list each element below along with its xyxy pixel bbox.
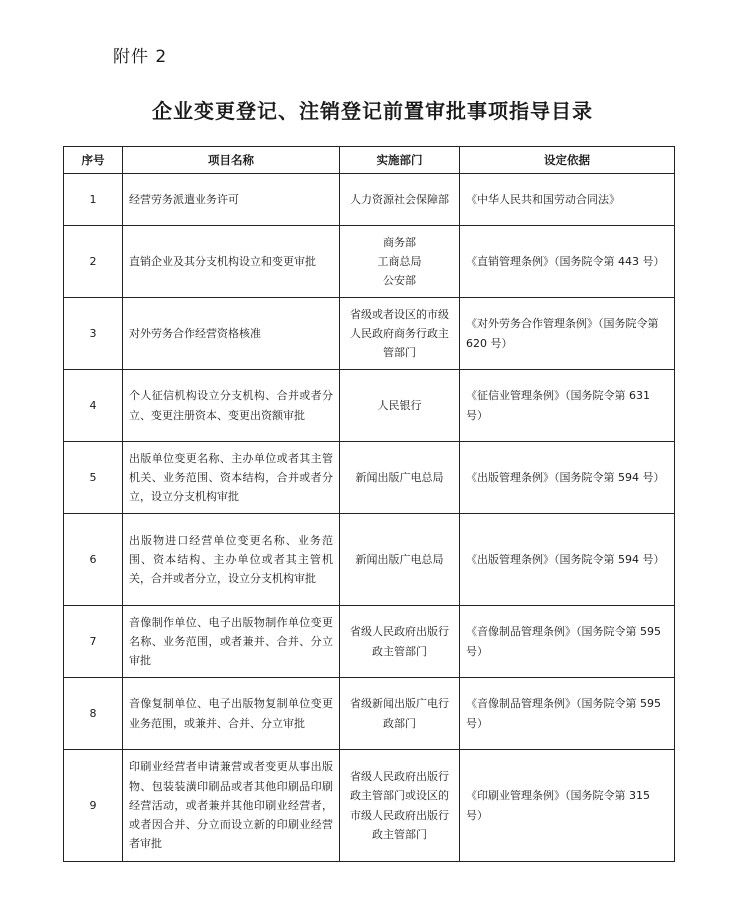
row-department: 省级人民政府出版行政主管部门或设区的市级人民政府出版行政主管部门 — [340, 750, 460, 862]
row-item-name: 对外劳务合作经营资格核准 — [123, 298, 340, 370]
table-row — [64, 442, 675, 514]
row-seq: 7 — [64, 606, 123, 678]
column-header-basis: 设定依据 — [460, 147, 675, 174]
row-department: 人力资源社会保障部 — [340, 174, 460, 226]
row-seq: 8 — [64, 678, 123, 750]
row-seq: 2 — [64, 226, 123, 298]
row-legal-basis: 《音像制品管理条例》（国务院令第 595 号） — [460, 678, 675, 750]
table-row — [64, 750, 675, 862]
row-item-name: 经营劳务派遣业务许可 — [123, 174, 340, 226]
row-seq: 1 — [64, 174, 123, 226]
row-department: 新闻出版广电总局 — [340, 442, 460, 514]
row-seq: 5 — [64, 442, 123, 514]
row-item-name: 印刷业经营者申请兼营或者变更从事出版物、包装装潢印刷品或者其他印刷品印刷经营活动，或者兼并其他印刷业经营者，或者因合并、分立而设立新的印刷业经营者审批 — [123, 750, 340, 862]
row-item-name: 音像复制单位、电子出版物复制单位变更业务范围，或兼并、合并、分立审批 — [123, 678, 340, 750]
approval-catalog-table — [63, 146, 675, 862]
row-legal-basis: 《中华人民共和国劳动合同法》 — [460, 174, 675, 226]
row-seq: 9 — [64, 750, 123, 862]
table-row — [64, 678, 675, 750]
row-department: 省级新闻出版广电行政部门 — [340, 678, 460, 750]
row-department: 商务部 工商总局 公安部 — [340, 226, 460, 298]
table-header-row — [64, 147, 675, 174]
row-legal-basis: 《征信业管理条例》（国务院令第 631 号） — [460, 370, 675, 442]
row-item-name: 音像制作单位、电子出版物制作单位变更名称、业务范围，或者兼并、合并、分立审批 — [123, 606, 340, 678]
row-seq: 3 — [64, 298, 123, 370]
row-legal-basis: 《直销管理条例》（国务院令第 443 号） — [460, 226, 675, 298]
table-row — [64, 226, 675, 298]
table-row — [64, 606, 675, 678]
row-item-name: 出版物进口经营单位变更名称、业务范围、资本结构、主办单位或者其主管机关，合并或者分立，设立分支机构审批 — [123, 514, 340, 606]
table-row — [64, 174, 675, 226]
row-department: 省级或者设区的市级人民政府商务行政主管部门 — [340, 298, 460, 370]
table-row — [64, 370, 675, 442]
row-item-name: 个人征信机构设立分支机构、合并或者分立、变更注册资本、变更出资额审批 — [123, 370, 340, 442]
table-row — [64, 514, 675, 606]
row-department: 人民银行 — [340, 370, 460, 442]
table-row — [64, 298, 675, 370]
row-department: 新闻出版广电总局 — [340, 514, 460, 606]
column-header-dept: 实施部门 — [340, 147, 460, 174]
row-seq: 6 — [64, 514, 123, 606]
row-legal-basis: 《对外劳务合作管理条例》（国务院令第 620 号） — [460, 298, 675, 370]
column-header-seq: 序号 — [64, 147, 123, 174]
column-header-name: 项目名称 — [123, 147, 340, 174]
document-title: 企业变更登记、注销登记前置审批事项指导目录 — [152, 99, 593, 123]
row-legal-basis: 《出版管理条例》（国务院令第 594 号） — [460, 514, 675, 606]
row-item-name: 直销企业及其分支机构设立和变更审批 — [123, 226, 340, 298]
row-item-name: 出版单位变更名称、主办单位或者其主管机关、业务范围、资本结构，合并或者分立，设立分支机构审批 — [123, 442, 340, 514]
row-legal-basis: 《音像制品管理条例》（国务院令第 595 号） — [460, 606, 675, 678]
row-seq: 4 — [64, 370, 123, 442]
row-department: 省级人民政府出版行政主管部门 — [340, 606, 460, 678]
row-legal-basis: 《印刷业管理条例》（国务院令第 315 号） — [460, 750, 675, 862]
row-legal-basis: 《出版管理条例》（国务院令第 594 号） — [460, 442, 675, 514]
attachment-label: 附件 2 — [113, 47, 168, 67]
